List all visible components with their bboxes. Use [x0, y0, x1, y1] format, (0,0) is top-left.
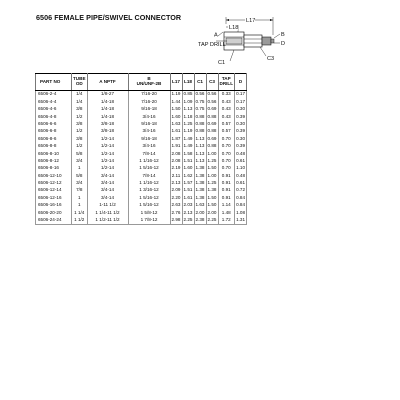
- table-cell-a-nptf: 3/4-14: [87, 172, 128, 179]
- table-cell-tube-od: 1 1/2: [72, 217, 88, 225]
- table-cell-b-thread: 1 3/16-12: [128, 187, 170, 194]
- table-cell-b-thread: 1 5/16-12: [128, 194, 170, 201]
- table-cell-tube-od: 3/8: [72, 121, 88, 128]
- table-cell-l17: 1.60: [171, 113, 181, 119]
- table-cell-a-nptf: 1/2-14: [87, 150, 128, 157]
- column-header-tube-od: [72, 74, 88, 91]
- table-cell-part-no: 6506-12-10: [36, 172, 72, 179]
- column-header-text: OD: [75, 81, 83, 86]
- table-cell-part-no: 6506-8-12: [36, 158, 72, 165]
- column-header-c3: [206, 74, 218, 91]
- table-cell-l18: 1.49: [183, 143, 193, 149]
- table-row: [36, 209, 247, 216]
- table-cell-l17: 2.08: [171, 157, 181, 163]
- column-header-text: DRILL: [219, 81, 234, 86]
- table-cell-tap-drill: 0.70: [218, 150, 235, 157]
- table-cell-d: 0.30: [236, 120, 246, 126]
- table-cell-tap-drill: 0.43: [218, 98, 235, 105]
- table-cell-b-thread: 9/16-18: [128, 121, 170, 128]
- table-row: [36, 128, 247, 135]
- table-cell-d: 0.61: [236, 180, 246, 186]
- table-cell-l18: 1.09: [183, 98, 193, 104]
- table-cell-c1: 1.13: [195, 157, 205, 163]
- table-cell-tap-drill: 0.70: [218, 143, 235, 150]
- column-header-text: C3: [209, 78, 215, 84]
- table-row: [36, 180, 247, 187]
- table-cell-l17: 2.13: [171, 180, 181, 186]
- column-header-text: B: [147, 76, 151, 82]
- table-cell-a-nptf: 1-11 1/2: [87, 202, 128, 209]
- table-cell-tube-od: 5/8: [72, 172, 88, 179]
- table-cell-b-thread: 7/16-20: [128, 98, 170, 105]
- table-cell-d: 0.72: [236, 187, 246, 193]
- table-cell-a-nptf: 3/8-18: [87, 121, 128, 128]
- table-cell-tube-od: 1: [72, 165, 88, 172]
- table-row: [36, 91, 247, 99]
- table-cell-b-thread: 3/4-16: [128, 128, 170, 135]
- column-header-text: D: [238, 78, 243, 84]
- column-header-text: UN/UNF-2B: [136, 81, 162, 86]
- table-cell-c3: 0.56: [207, 91, 217, 97]
- table-cell-c1: 1.63: [195, 202, 205, 208]
- column-header-text: L17: [172, 78, 180, 84]
- table-cell-c1: 1.38: [195, 165, 205, 171]
- table-cell-c1: 1.38: [195, 187, 205, 193]
- table-cell-c3: 2.00: [207, 209, 217, 215]
- table-cell-d: 0.48: [236, 172, 246, 178]
- l17-label: L17: [246, 18, 256, 24]
- table-cell-tap-drill: 0.70: [218, 135, 235, 142]
- table-cell-l18: 1.49: [183, 135, 193, 141]
- table-cell-b-thread: 1 7/8-12: [128, 217, 170, 225]
- table-cell-tube-od: 1/2: [72, 143, 88, 150]
- table-cell-c3: 2.25: [206, 217, 218, 225]
- table-cell-tap-drill: 1.72: [218, 217, 235, 225]
- column-header-text: PART NO: [40, 78, 61, 84]
- table-cell-tube-od: 1: [72, 194, 88, 201]
- table-cell-d: 1.10: [236, 165, 246, 171]
- table-cell-part-no: 6506-4-8: [36, 113, 72, 120]
- table-row: [36, 194, 247, 201]
- table-cell-b-thread: 9/16-18: [128, 106, 170, 113]
- table-cell-c1: 0.88: [195, 120, 205, 126]
- table-row: [36, 165, 247, 172]
- table-cell-l17: 2.09: [171, 187, 181, 193]
- spec-table: [35, 73, 247, 225]
- table-cell-a-nptf: 3/4-14: [87, 180, 128, 187]
- table-cell-part-no: 6506-12-12: [36, 180, 72, 187]
- table-cell-a-nptf: 1/4-18: [87, 113, 128, 120]
- table-cell-c1: 1.38: [195, 180, 205, 186]
- table-cell-part-no: 6506-12-16: [36, 194, 72, 201]
- table-cell-tube-od: 1/2: [72, 113, 88, 120]
- table-cell-c3: 0.69: [207, 135, 217, 141]
- table-cell-l18: 1.25: [183, 120, 193, 126]
- table-cell-a-nptf: 1/4-18: [87, 98, 128, 105]
- column-header-tap-drill: [218, 74, 235, 91]
- table-cell-d: 1.08: [236, 209, 246, 215]
- table-cell-l17: 1.91: [171, 143, 181, 149]
- table-cell-d: 0.39: [236, 128, 246, 134]
- table-cell-c3: 0.88: [207, 113, 217, 119]
- table-cell-d: 0.39: [236, 143, 246, 149]
- c1-label: C1: [218, 60, 226, 66]
- table-cell-b-thread: 7/16-20: [128, 91, 170, 99]
- table-row: [36, 202, 247, 209]
- table-cell-part-no: 6506-4-4: [36, 98, 72, 105]
- table-cell-tap-drill: 0.70: [218, 158, 235, 165]
- table-cell-b-thread: 3/4-16: [128, 143, 170, 150]
- table-row: [36, 172, 247, 179]
- table-cell-a-nptf: 1/8-27: [87, 91, 128, 99]
- table-cell-tap-drill: 0.91: [218, 172, 235, 179]
- table-cell-l18: 1.62: [183, 172, 193, 178]
- table-cell-l17: 1.50: [171, 106, 181, 112]
- tap-drill-label: TAP DRILL: [198, 42, 226, 48]
- table-cell-a-nptf: 3/4-14: [87, 194, 128, 201]
- table-cell-l18: 1.19: [183, 128, 193, 134]
- table-cell-d: 1.31: [235, 217, 247, 225]
- table-cell-c1: 1.13: [195, 135, 205, 141]
- column-header-text: TUBE: [73, 76, 86, 82]
- table-row: [36, 158, 247, 165]
- table-row: [36, 150, 247, 157]
- table-cell-part-no: 6506-8-8: [36, 143, 72, 150]
- column-header-text: C1: [197, 78, 203, 84]
- table-cell-l18: 0.85: [183, 91, 193, 97]
- column-header-text: TAP: [221, 76, 231, 82]
- table-cell-c3: 1.38: [207, 187, 217, 193]
- table-cell-part-no: 6506-4-6: [36, 106, 72, 113]
- table-cell-c1: 1.38: [195, 194, 205, 200]
- table-cell-part-no: 6506-8-10: [36, 150, 72, 157]
- column-header-text: L18: [184, 78, 192, 84]
- table-cell-tap-drill: 0.57: [218, 121, 235, 128]
- table-cell-c1: 0.56: [195, 91, 205, 97]
- table-cell-c1: 1.38: [195, 172, 205, 178]
- table-cell-tap-drill: 1.48: [218, 209, 235, 216]
- swivel-end: [262, 37, 271, 45]
- table-cell-b-thread: 3/4-16: [128, 113, 170, 120]
- table-cell-tube-od: 3/4: [72, 180, 88, 187]
- table-cell-l17: 1.44: [171, 98, 181, 104]
- table-cell-d: 0.17: [236, 98, 246, 104]
- table-cell-tube-od: 1/4: [72, 98, 88, 105]
- table-cell-c3: 1.00: [207, 150, 217, 156]
- table-cell-a-nptf: 1/2-14: [87, 158, 128, 165]
- column-header-c1: [194, 74, 206, 91]
- table-cell-part-no: 6506-24-24: [36, 217, 72, 225]
- table-cell-a-nptf: 1/2-14: [87, 165, 128, 172]
- table-cell-d: 0.84: [236, 194, 246, 200]
- table-cell-tap-drill: 0.91: [218, 187, 235, 194]
- table-cell-tube-od: 5/8: [72, 150, 88, 157]
- connector-diagram: [198, 14, 298, 72]
- table-cell-l18: 1.61: [183, 194, 193, 200]
- table-cell-b-thread: 1 5/16-12: [128, 165, 170, 172]
- column-header-d: [235, 74, 247, 91]
- column-header-text: A NPTF: [99, 78, 116, 84]
- l18-label: L18: [229, 25, 239, 31]
- table-body: [36, 91, 247, 225]
- table-cell-tap-drill: 0.43: [218, 106, 235, 113]
- table-cell-l18: 1.60: [183, 165, 193, 171]
- table-cell-c1: 1.13: [195, 143, 205, 149]
- table-cell-tap-drill: 1.14: [218, 202, 235, 209]
- table-cell-l18: 2.13: [183, 209, 193, 215]
- table-cell-part-no: 6506-8-6: [36, 135, 72, 142]
- table-cell-part-no: 6506-12-14: [36, 187, 72, 194]
- table-cell-c1: 2.00: [195, 209, 205, 215]
- table-cell-b-thread: 1 1/16-12: [128, 158, 170, 165]
- table-cell-b-thread: 7/8-14: [128, 172, 170, 179]
- table-cell-part-no: 6506-8-16: [36, 165, 72, 172]
- table-row: [36, 143, 247, 150]
- table-row: [36, 113, 247, 120]
- table-cell-a-nptf: 1 1/2-11 1/2: [87, 217, 128, 225]
- table-cell-c3: 0.56: [207, 98, 217, 104]
- table-cell-a-nptf: 3/8-18: [87, 128, 128, 135]
- table-cell-tube-od: 1/4: [72, 91, 88, 99]
- table-cell-b-thread: 1 5/16-12: [128, 202, 170, 209]
- table-cell-tube-od: 3/4: [72, 158, 88, 165]
- table-cell-d: 0.84: [236, 202, 246, 208]
- table-cell-c1: 0.75: [195, 106, 205, 112]
- table-cell-a-nptf: 3/4-14: [87, 187, 128, 194]
- female-thread-bore: [226, 38, 242, 44]
- table-row: [36, 135, 247, 142]
- column-header-l17: [170, 74, 182, 91]
- table-cell-l18: 2.25: [182, 217, 194, 225]
- table-cell-tube-od: 1/2: [72, 128, 88, 135]
- table-row: [36, 121, 247, 128]
- table-cell-c3: 1.00: [207, 172, 217, 178]
- table-cell-c1: 0.88: [195, 113, 205, 119]
- table-cell-c1: 0.88: [195, 128, 205, 134]
- table-cell-a-nptf: 1/4-18: [87, 106, 128, 113]
- table-cell-tube-od: 3/8: [72, 135, 88, 142]
- table-cell-c3: 0.69: [207, 120, 217, 126]
- b-label: B: [281, 32, 285, 38]
- table-cell-tap-drill: 0.33: [218, 91, 235, 99]
- table-cell-d: 0.30: [236, 135, 246, 141]
- table-cell-c3: 1.50: [207, 165, 217, 171]
- table-cell-a-nptf: 1 1/4-11 1/2: [87, 209, 128, 216]
- page-title: 6506 FEMALE PIPE/SWIVEL CONNECTOR: [36, 13, 182, 22]
- table-cell-l17: 2.11: [171, 172, 181, 178]
- table-cell-c3: 0.88: [207, 143, 217, 149]
- table-row: [36, 98, 247, 105]
- table-row: [36, 187, 247, 194]
- table-cell-l17: 2.20: [171, 194, 181, 200]
- table-cell-c1: 0.75: [195, 98, 205, 104]
- table-cell-c1: 2.38: [194, 217, 206, 225]
- table-cell-l17: 1.19: [171, 91, 181, 97]
- table-cell-l17: 2.08: [171, 150, 181, 156]
- table-cell-l18: 2.03: [183, 202, 193, 208]
- table-cell-c3: 1.50: [207, 202, 217, 208]
- table-cell-tube-od: 1: [72, 202, 88, 209]
- column-header-l18: [182, 74, 194, 91]
- table-cell-tap-drill: 0.43: [218, 113, 235, 120]
- table-cell-tube-od: 1 1/4: [72, 209, 88, 216]
- table-cell-tap-drill: 0.57: [218, 128, 235, 135]
- table-cell-l17: 2.63: [171, 202, 181, 208]
- table-cell-l18: 1.13: [183, 106, 193, 112]
- table-cell-l18: 1.51: [183, 157, 193, 163]
- table-cell-l17: 1.61: [171, 128, 181, 134]
- table-cell-d: 0.30: [236, 106, 246, 112]
- table-cell-b-thread: 9/16-18: [128, 135, 170, 142]
- table-cell-a-nptf: 1/2-14: [87, 143, 128, 150]
- table-row: [36, 106, 247, 113]
- table-cell-d: 0.61: [236, 157, 246, 163]
- table-cell-part-no: 6506-6-6: [36, 121, 72, 128]
- table-cell-l18: 1.57: [183, 180, 193, 186]
- table-cell-l18: 1.51: [183, 187, 193, 193]
- table-cell-l18: 1.58: [183, 150, 193, 156]
- table-cell-b-thread: 1 5/8-12: [128, 209, 170, 216]
- table-cell-c3: 0.88: [207, 128, 217, 134]
- table-cell-a-nptf: 1/2-14: [87, 135, 128, 142]
- table-cell-d: 0.48: [236, 150, 246, 156]
- table-cell-c3: 0.69: [207, 106, 217, 112]
- column-header-a-nptf: [87, 74, 128, 91]
- c3-label: C3: [267, 56, 275, 62]
- table-cell-l17: 1.63: [171, 120, 181, 126]
- table-cell-d: 0.39: [236, 113, 246, 119]
- table-cell-tube-od: 7/8: [72, 187, 88, 194]
- table-cell-b-thread: 7/8-14: [128, 150, 170, 157]
- table-cell-part-no: 6506-6-8: [36, 128, 72, 135]
- table-cell-l17: 2.76: [171, 209, 181, 215]
- table-cell-part-no: 6506-16-16: [36, 202, 72, 209]
- table-header-row: [36, 74, 247, 91]
- table-cell-tube-od: 3/8: [72, 106, 88, 113]
- table-cell-l17: 2.98: [170, 217, 182, 225]
- table-cell-c3: 1.25: [207, 180, 217, 186]
- table-cell-l17: 1.87: [171, 135, 181, 141]
- table-cell-tap-drill: 0.70: [218, 165, 235, 172]
- table-cell-part-no: 6506-20-20: [36, 209, 72, 216]
- table-cell-l18: 1.18: [183, 113, 193, 119]
- d-label: D: [281, 41, 286, 47]
- table-cell-tap-drill: 0.91: [218, 194, 235, 201]
- swivel-nut: [244, 35, 262, 47]
- table-cell-c3: 1.50: [207, 194, 217, 200]
- column-header-b-thread: [128, 74, 170, 91]
- table-cell-d: 0.17: [236, 91, 246, 97]
- table-cell-c1: 1.13: [195, 150, 205, 156]
- column-header-part-no: [36, 74, 72, 91]
- table-cell-part-no: 6506-2-4: [36, 91, 72, 99]
- table-cell-b-thread: 1 1/16-12: [128, 180, 170, 187]
- table-row: [36, 217, 247, 225]
- a-label: A: [214, 32, 218, 39]
- table-cell-tap-drill: 0.91: [218, 180, 235, 187]
- table-cell-l17: 2.19: [171, 165, 181, 171]
- table-cell-c3: 1.25: [207, 157, 217, 163]
